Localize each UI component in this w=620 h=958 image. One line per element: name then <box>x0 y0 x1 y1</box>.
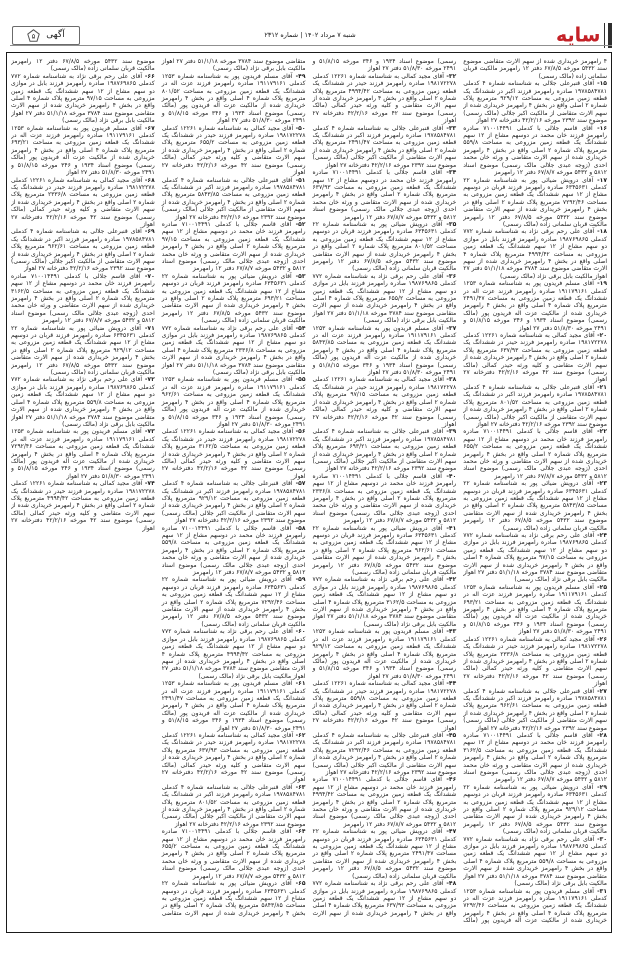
notice-entry: ۲۷- آقای قنبرعلی جلالی به شناسنامه شماره ۴ کدملی ۱۹۷۸۵۸۴۷۸۱ صادره رامهرمز فرزند اکبر در ششدانگ یک قطعه زمین مزروعی به مساحت ۹۶۲/۶۱ مترمربع پلاک شماره ۲ اصلی واقع در بخش ۴ رامهرمز خریداری شده از سهم الارث متقاضی از مالکیت اکبر جلالی (مالک رسمی) موضوع سند ۲۳۹۲ مورخه ۴۲/۲/۱۶ دفترخانه ۲۷ اهواز <box>463 687 607 732</box>
notice-entry: ۴۱- آقای درویش ضیائی پور به شناسنامه شماره ۲۲ کدملی ۶۳۴۵۶۳۱ صادره رامهرمز فرزند قربان در دوسهم مشاع از ۱۲ سهم ششدانگ یک قطعه زمین مزروعی به مساحت ۹۶۲/۶۱ مترمربع پلاک شماره ۲ اصلی واقع در بخش ۴ رامهرمز خریداری شده از سهم الارث متقاضی موضوع سند ۵۴۳۲ مورخه ۶۷/۸/۵ دفتر ۱۲ رامهرمز مالکیت قربان سلمانی زاده (مالک رسمی) <box>312 524 457 577</box>
notice-entry: ۶۱- آقای مسلم فریدون پور به شناسنامه شماره ۱۲۵۳ کدملی ۱۹۱۱۷۹۱۶۱ صادره رامهرمز فرزند عزت اله در ششدانگ یک قطعه زمین مزروعی به مساحت ۲۴۹۱/۴۷ مترمربع پلاک شماره ۴ اصلی واقع در بخش ۴ رامهرمز خریداری شده از مالکیت عزت اله فریدون پور (مالک رسمی) موضوع اسناد ۱۹۳۴ و ۳۴۶ مورخه ۵۱/۸/۱۵ و ۲۴۹۱ مورخه ۵۱/۸/۳۰ دفتر ۲۷ اهواز <box>161 680 306 732</box>
notice-entry: ۴۶- آقای قاسم جلالی با کدملی ۷۱۰۰۱۴۴۹۱ صادره رامهرمز فرزند خان محمد در دوسهم مشاع از ۱۲ سهم ششدانگ یک قطعه زمین مزروعی به مساحت ۴۹۹۴/۴۲ مترمربع پلاک شماره ۲ اصلی واقع در بخش ۴ رامهرمز خریداری شده از سهم الارث متقاضی و ورثه خان محمد احدی (زوجه عبدی جلالی مالک رسمی) موضوع اسناد ۵۸۱۲ و ۵۴۳۲ مورخه ۶۷/۸/۷ دفتر ۱۲ رامهرمز <box>312 776 457 828</box>
notice-entry: ۶۰- آقای علی رحم برقی نژاد به شناسنامه شماره ۷۷۲ کدملی ۱۹۸۷۶۹۸۶۵ صادره رامهرمز فرزند بابل در موازی دو سهم مشاع از ۱۲ سهم ششدانگ یک قطعه زمین مزروعی به مساحت ۴۹۹۴/۴۲ مترمربع پلاک شماره ۴ اصلی واقع در بخش ۴ رامهرمز خریداری شده از سهم الارث متقاضی موضوع سند ۳۷۸۴ مورخه ۵۱/۱/۱۸ دفتر ۲۷ اهواز مالکیت بابل برقی نژاد (مالک رسمی) <box>161 628 306 680</box>
newspaper-logo-text: سایه <box>556 23 601 47</box>
notice-entry: ۶۶- آقای علی رحم برقی نژاد به شناسنامه شماره ۷۷۲ کدملی ۱۹۸۷۶۹۸۶۵ صادره رامهرمز فرزند بابل در موازی دو سهم مشاع از ۱۲ سهم ششدانگ یک قطعه زمین مزروعی به مساحت ۹۷/۱۵ مترمربع پلاک شماره ۴ اصلی واقع در بخش ۴ رامهرمز خریداری شده از سهم الارث متقاضی موضوع سند ۳۷۸۴ مورخه ۵۱/۱/۱۸ دفتر ۲۷ اهواز مالکیت بابل برقی نژاد (مالک رسمی) <box>11 72 155 125</box>
notice-entry: ۵۸- آقای قاسم جلالی با کدملی ۷۱۰۰۱۴۴۹۱ صادره رامهرمز فرزند خان محمد در دوسهم مشاع از ۱۲ سهم ششدانگ یک قطعه زمین مزروعی به مساحت ۵۵۹/۸ مترمربع پلاک شماره ۲ اصلی واقع در بخش ۴ رامهرمز خریداری شده از سهم الارث متقاضی و ورثه خان محمد احدی (زوجه عبدی جلالی مالک رسمی) موضوع اسناد ۵۸۱۲ و ۵۴۳۲ مورخه ۶۷/۸/۷ دفتر ۱۲ رامهرمز <box>161 524 306 577</box>
notice-entry: ۲۳- آقای درویش ضیائی پور به شناسنامه شماره ۲۲ کدملی ۶۳۴۵۶۳۱ صادره رامهرمز فرزند قربان در دوسهم مشاع از ۱۲ سهم ششدانگ یک قطعه زمین مزروعی به مساحت ۵۸۴۳/۸۵ مترمربع پلاک شماره ۲ اصلی واقع در بخش ۴ رامهرمز خریداری شده از سهم الارث متقاضی موضوع سند ۵۴۳۲ مورخه ۶۷/۸/۵ دفتر ۱۲ رامهرمز مالکیت قربان سلمانی زاده (مالک رسمی) <box>463 480 607 532</box>
notice-entry: ۱۸- آقای علی رحم برقی نژاد به شناسنامه شماره ۷۷۲ کدملی ۱۹۸۷۶۹۸۶۵ صادره رامهرمز فرزند بابل در موازی دو سهم مشاع از ۱۲ سهم ششدانگ یک قطعه زمین مزروعی به مساحت ۴۹۹۴/۴۲ مترمربع پلاک شماره ۴ اصلی واقع در بخش ۴ رامهرمز خریداری شده از سهم الارث متقاضی موضوع سند ۳۷۸۴ مورخه ۵۱/۱/۱۸ دفتر ۲۷ اهواز مالکیت بابل برقی نژاد (مالک رسمی) <box>463 228 607 280</box>
notice-entry: ۶۵- آقای درویش ضیائی پور به شناسنامه شماره ۲۲ کدملی ۶۳۴۵۶۳۱ صادره رامهرمز فرزند قربان در دوسهم مشاع از ۱۲ سهم ششدانگ یک قطعه زمین مزروعی به مساحت ۵۸۴۳/۸۵ مترمربع پلاک شماره ۲ اصلی واقع در بخش ۴ رامهرمز خریداری شده از سهم الارث متقاضی موضوع سند ۵۴۳۲ مورخه ۶۷/۸/۵ دفتر ۱۲ رامهرمز مالکیت قربان سلمانی زاده (مالک رسمی) <box>11 58 306 917</box>
notice-entry: ۶۷- آقای مسلم فریدون پور به شناسنامه شماره ۱۲۵۳ کدملی ۱۹۱۱۷۹۱۶۱ صادره رامهرمز فرزند عزت اله در ششدانگ یک قطعه زمین مزروعی به مساحت ۶۹۳/۲۱ مترمربع پلاک شماره ۴ اصلی واقع در بخش ۴ رامهرمز خریداری شده از مالکیت عزت اله فریدون پور (مالک رسمی) موضوع اسناد ۱۹۳۴ و ۳۴۶ مورخه ۵۱/۸/۱۵ و ۲۴۹۱ مورخه ۵۱/۸/۳۰ دفتر ۲۷ اهواز <box>11 124 155 177</box>
notice-entry: ۲۹- آقای درویش ضیائی پور به شناسنامه شماره ۲۲ کدملی ۶۳۴۵۶۳۱ صادره رامهرمز فرزند قربان در دوسهم مشاع از ۱۲ سهم ششدانگ یک قطعه زمین مزروعی به مساحت ۹۲۹/۱۲ مترمربع پلاک شماره ۲ اصلی واقع در بخش ۴ رامهرمز خریداری شده از سهم الارث متقاضی موضوع سند ۵۴۳۲ مورخه ۶۷/۸/۵ دفتر ۱۲ رامهرمز مالکیت قربان سلمانی زاده (مالک رسمی) <box>463 783 607 836</box>
notice-entry: ۲۱- آقای قنبرعلی جلالی به شناسنامه شماره ۴ کدملی ۱۹۷۸۵۸۴۷۸۱ صادره رامهرمز فرزند اکبر در ششدانگ یک قطعه زمین مزروعی به مساحت ۸۰۱/۵۲ مترمربع پلاک شماره ۲ اصلی واقع در بخش ۴ رامهرمز خریداری شده از سهم الارث متقاضی از مالکیت اکبر جلالی (مالک رسمی) موضوع سند ۲۳۹۲ مورخه ۴۲/۲/۱۶ دفترخانه ۲۷ اهواز <box>463 383 607 428</box>
notice-entry: ۱۷- آقای درویش ضیائی پور به شناسنامه شماره ۲۲ کدملی ۶۳۴۵۶۳۱ صادره رامهرمز فرزند قربان در دوسهم مشاع از ۱۲ سهم ششدانگ یک قطعه زمین مزروعی به مساحت ۷۲۹۲/۴۶ مترمربع پلاک شماره ۲ اصلی واقع در بخش ۴ رامهرمز خریداری شده از سهم الارث متقاضی موضوع سند ۵۴۳۲ مورخه ۶۷/۸/۵ دفتر ۱۲ رامهرمز مالکیت قربان سلمانی زاده (مالک رسمی) <box>463 176 607 228</box>
notice-entry: ۴۷- آقای درویش ضیائی پور به شناسنامه شماره ۲۲ کدملی ۶۳۴۵۶۳۱ صادره رامهرمز فرزند قربان در دوسهم مشاع از ۱۲ سهم ششدانگ یک قطعه زمین مزروعی به مساحت ۲۴۹۱/۴۷ مترمربع پلاک شماره ۲ اصلی واقع در بخش ۴ رامهرمز خریداری شده از سهم الارث متقاضی موضوع سند ۵۴۳۲ مورخه ۶۷/۸/۵ دفتر ۱۲ رامهرمز مالکیت قربان سلمانی زاده (مالک رسمی) <box>312 828 457 880</box>
notice-entry: ۶۹- آقای قنبرعلی جلالی به شناسنامه شماره ۴ کدملی ۱۹۷۸۵۸۴۷۸۱ صادره رامهرمز فرزند اکبر در ششدانگ یک قطعه زمین مزروعی به مساحت ۹۶۲/۶۱ مترمربع پلاک شماره ۲ اصلی واقع در بخش ۴ رامهرمز خریداری شده از سهم الارث متقاضی از مالکیت اکبر جلالی (مالک رسمی) موضوع سند ۲۳۹۲ مورخه ۴۲/۲/۱۶ دفترخانه ۲۷ اهواز <box>11 228 155 273</box>
notice-entry: ۳۷- آقای مسلم فریدون پور به شناسنامه شماره ۱۲۵۳ کدملی ۱۹۱۱۷۹۱۶۱ صادره رامهرمز فرزند عزت اله در ششدانگ یک قطعه زمین مزروعی به مساحت ۵۸۴۳/۸۵ مترمربع پلاک شماره ۴ اصلی واقع در بخش ۴ رامهرمز خریداری شده از مالکیت عزت اله فریدون پور (مالک رسمی) موضوع اسناد ۱۹۳۴ و ۳۴۶ مورخه ۵۱/۸/۱۵ و ۲۴۹۱ مورخه ۵۱/۸/۳۰ دفتر ۲۷ اهواز <box>312 324 457 377</box>
notice-entry: ۳۶- آقای علی رحم برقی نژاد به شناسنامه شماره ۷۷۲ کدملی ۱۹۸۷۶۹۸۶۵ صادره رامهرمز فرزند بابل در موازی دو سهم مشاع از ۱۲ سهم ششدانگ یک قطعه زمین مزروعی به مساحت ۶۵۵/۲ مترمربع پلاک شماره ۴ اصلی واقع در بخش ۴ رامهرمز خریداری شده از سهم الارث متقاضی موضوع سند ۳۷۸۴ مورخه ۵۱/۱/۱۸ دفتر ۲۷ اهواز مالکیت بابل برقی نژاد (مالک رسمی) <box>312 272 457 325</box>
notice-entry: ۳۴- آقای قاسم جلالی با کدملی ۷۱۰۰۱۴۴۹۱ صادره رامهرمز فرزند خان محمد در دوسهم مشاع از ۱۲ سهم ششدانگ یک قطعه زمین مزروعی به مساحت ۶۳۷/۹۳ مترمربع پلاک شماره ۲ اصلی واقع در بخش ۴ رامهرمز خریداری شده از سهم الارث متقاضی و ورثه خان محمد احدی (زوجه عبدی جلالی مالک رسمی) موضوع اسناد ۵۸۱۲ و ۵۴۳۲ مورخه ۶۷/۸/۷ دفتر ۱۲ رامهرمز <box>312 169 457 221</box>
notice-entry: ۵۷- آقای قنبرعلی جلالی به شناسنامه شماره ۴ کدملی ۱۹۷۸۵۸۴۷۸۱ صادره رامهرمز فرزند اکبر در ششدانگ یک قطعه زمین مزروعی به مساحت ۹۲۹/۱۲ مترمربع پلاک شماره ۲ اصلی واقع در بخش ۴ رامهرمز خریداری شده از سهم الارث متقاضی از مالکیت اکبر جلالی (مالک رسمی) موضوع سند ۲۳۹۲ مورخه ۴۲/۲/۱۶ دفترخانه ۲۷ اهواز <box>161 480 306 525</box>
notice-entry: ۷۲- آقای علی رحم برقی نژاد به شناسنامه شماره ۷۷۲ کدملی ۱۹۸۷۶۹۸۶۵ صادره رامهرمز فرزند بابل در موازی دو سهم مشاع از ۱۲ سهم ششدانگ یک قطعه زمین مزروعی به مساحت ۵۵۹/۸ مترمربع پلاک شماره ۴ اصلی واقع در بخش ۴ رامهرمز خریداری شده از سهم الارث متقاضی موضوع سند ۳۷۸۴ مورخه ۵۱/۱/۱۸ دفتر ۲۷ اهواز مالکیت بابل برقی نژاد (مالک رسمی) <box>11 376 155 428</box>
masthead-divider <box>10 45 612 46</box>
notice-entry: ۵۳- آقای درویش ضیائی پور به شناسنامه شماره ۲۲ کدملی ۶۳۴۵۶۳۱ صادره رامهرمز فرزند قربان در دوسهم مشاع از ۱۲ سهم ششدانگ یک قطعه زمین مزروعی به مساحت ۶۹۳/۲۱ مترمربع پلاک شماره ۲ اصلی واقع در بخش ۴ رامهرمز خریداری شده از سهم الارث متقاضی موضوع سند ۵۴۳۲ مورخه ۶۷/۸/۵ دفتر ۱۲ رامهرمز مالکیت قربان سلمانی زاده (مالک رسمی) <box>161 272 306 325</box>
notice-entry: ۳۸- آقای مجید کمالی به شناسنامه شماره ۱۲۲۶۱ کدملی ۱۹۸۱۷۲۲۷۸ صادره رامهرمز فرزند حیدر در ششدانگ یک قطعه زمین مزروعی به مساحت ۹۷/۱۵ مترمربع پلاک شماره ۲ اصلی واقع در بخش ۴ رامهرمز خریداری شده از سهم الارث متقاضی و کلیه ورثه حیدر کمالی (مالک رسمی) موضوع سند ۴۲ مورخه ۴۲/۲/۱۶ دفترخانه ۲۷ اهواز <box>312 376 457 428</box>
notice-entry: ۷۳- آقای مسلم فریدون پور به شناسنامه شماره ۱۲۵۳ کدملی ۱۹۱۱۷۹۱۶۱ صادره رامهرمز فرزند عزت اله در ششدانگ یک قطعه زمین مزروعی به مساحت ۷۲۹۲/۴۶ مترمربع پلاک شماره ۴ اصلی واقع در بخش ۴ رامهرمز خریداری شده از مالکیت عزت اله فریدون پور (مالک رسمی) موضوع اسناد ۱۹۳۴ و ۳۴۶ مورخه ۵۱/۸/۱۵ و ۲۴۹۱ مورخه ۵۱/۸/۳۰ دفتر ۲۷ اهواز <box>11 428 155 480</box>
notice-entry: ۱۹- آقای مسلم فریدون پور به شناسنامه شماره ۱۲۵۳ کدملی ۱۹۱۱۷۹۱۶۱ صادره رامهرمز فرزند عزت اله در ششدانگ یک قطعه زمین مزروعی به مساحت ۲۴۹۱/۴۷ مترمربع پلاک شماره ۴ اصلی واقع در بخش ۴ رامهرمز خریداری شده از مالکیت عزت اله فریدون پور (مالک رسمی) موضوع اسناد ۱۹۳۴ و ۳۴۶ مورخه ۵۱/۸/۱۵ و ۲۴۹۱ مورخه ۵۱/۸/۳۰ دفتر ۲۷ اهواز <box>463 280 607 332</box>
notice-entry: ۶۸- آقای مجید کمالی به شناسنامه شماره ۱۲۲۶۱ کدملی ۱۹۸۱۷۲۲۷۸ صادره رامهرمز فرزند حیدر در ششدانگ یک قطعه زمین مزروعی به مساحت ۲۳۳۶/۸ مترمربع پلاک شماره ۲ اصلی واقع در بخش ۴ رامهرمز خریداری شده از سهم الارث متقاضی و کلیه ورثه حیدر کمالی (مالک رسمی) موضوع سند ۴۲ مورخه ۴۲/۲/۱۶ دفترخانه ۲۷ اهواز <box>11 176 155 228</box>
notice-entry: ۷۰- آقای قاسم جلالی با کدملی ۷۱۰۰۱۴۴۹۱ صادره رامهرمز فرزند خان محمد در دوسهم مشاع از ۱۲ سهم ششدانگ یک قطعه زمین مزروعی به مساحت ۳۱۶۲/۵ مترمربع پلاک شماره ۲ اصلی واقع در بخش ۴ رامهرمز خریداری شده از سهم الارث متقاضی و ورثه خان محمد احدی (زوجه عبدی جلالی مالک رسمی) موضوع اسناد ۵۸۱۲ و ۵۴۳۲ مورخه ۶۷/۸/۷ دفتر ۱۲ رامهرمز <box>11 272 155 325</box>
notice-entry: ۴۸- آقای علی رحم برقی نژاد به شناسنامه شماره ۷۷۲ کدملی ۱۹۸۷۶۹۸۶۵ صادره رامهرمز فرزند بابل در موازی دو سهم مشاع از ۱۲ سهم ششدانگ یک قطعه زمین مزروعی به مساحت ۶۳۷/۹۳ مترمربع پلاک شماره ۴ اصلی واقع در بخش ۴ رامهرمز خریداری شده از سهم الارث متقاضی موضوع سند ۳۷۸۴ مورخه ۵۱/۱/۱۸ دفتر ۲۷ اهواز مالکیت بابل برقی نژاد (مالک رسمی) <box>161 58 457 917</box>
notice-entry: ۳۵- آقای درویش ضیائی پور به شناسنامه شماره ۲۲ کدملی ۶۳۴۵۶۳۱ صادره رامهرمز فرزند قربان در دوسهم مشاع از ۱۲ سهم ششدانگ یک قطعه زمین مزروعی به مساحت ۸۰۱/۵۲ مترمربع پلاک شماره ۲ اصلی واقع در بخش ۴ رامهرمز خریداری شده از سهم الارث متقاضی موضوع سند ۵۴۳۲ مورخه ۶۷/۸/۵ دفتر ۱۲ رامهرمز مالکیت قربان سلمانی زاده (مالک رسمی) <box>312 220 457 273</box>
notice-entry: ۲۶- آقای مجید کمالی به شناسنامه شماره ۱۲۲۶۱ کدملی ۱۹۸۱۷۲۲۷۸ صادره رامهرمز فرزند حیدر در ششدانگ یک قطعه زمین مزروعی به مساحت ۲۳۳۶/۸ مترمربع پلاک شماره ۲ اصلی واقع در بخش ۴ رامهرمز خریداری شده از سهم الارث متقاضی و کلیه ورثه حیدر کمالی (مالک رسمی) موضوع سند ۴۲ مورخه ۴۲/۲/۱۶ دفترخانه ۲۷ اهواز <box>463 635 607 688</box>
notice-entry: ۳۰- آقای علی رحم برقی نژاد به شناسنامه شماره ۷۷۲ کدملی ۱۹۸۷۶۹۸۶۵ صادره رامهرمز فرزند بابل در موازی دو سهم مشاع از ۱۲ سهم ششدانگ یک قطعه زمین مزروعی به مساحت ۵۵۹/۸ مترمربع پلاک شماره ۴ اصلی واقع در بخش ۴ رامهرمز خریداری شده از سهم الارث متقاضی موضوع سند ۳۷۸۴ مورخه ۵۱/۱/۱۸ دفتر ۲۷ اهواز مالکیت بابل برقی نژاد (مالک رسمی) <box>463 835 607 888</box>
notice-entry: ۷۱- آقای درویش ضیائی پور به شناسنامه شماره ۲۲ کدملی ۶۳۴۵۶۳۱ صادره رامهرمز فرزند قربان در دوسهم مشاع از ۱۲ سهم ششدانگ یک قطعه زمین مزروعی به مساحت ۹۲۹/۱۲ مترمربع پلاک شماره ۲ اصلی واقع در بخش ۴ رامهرمز خریداری شده از سهم الارث متقاضی موضوع سند ۵۴۳۲ مورخه ۶۷/۸/۵ دفتر ۱۲ رامهرمز مالکیت قربان سلمانی زاده (مالک رسمی) <box>11 324 155 377</box>
page-number-pentagon-icon <box>27 29 40 42</box>
notice-entry: ۲۵- آقای مسلم فریدون پور به شناسنامه شماره ۱۲۵۳ کدملی ۱۹۱۱۷۹۱۶۱ صادره رامهرمز فرزند عزت اله در ششدانگ یک قطعه زمین مزروعی به مساحت ۶۹۳/۲۱ مترمربع پلاک شماره ۴ اصلی واقع در بخش ۴ رامهرمز خریداری شده از مالکیت عزت اله فریدون پور (مالک رسمی) موضوع اسناد ۱۹۳۴ و ۳۴۶ مورخه ۵۱/۸/۱۵ و ۲۴۹۱ مورخه ۵۱/۸/۳۰ دفتر ۲۷ اهواز <box>463 583 607 636</box>
notice-entry: ۶۳- آقای قنبرعلی جلالی به شناسنامه شماره ۴ کدملی ۱۹۷۸۵۸۴۷۸۱ صادره رامهرمز فرزند اکبر در ششدانگ یک قطعه زمین مزروعی به مساحت ۸۰۱/۵۲ مترمربع پلاک شماره ۲ اصلی واقع در بخش ۴ رامهرمز خریداری شده از سهم الارث متقاضی از مالکیت اکبر جلالی (مالک رسمی) موضوع سند ۲۳۹۲ مورخه ۴۲/۲/۱۶ دفترخانه ۲۷ اهواز <box>161 783 306 828</box>
notice-entry: ۶۲- آقای مجید کمالی به شناسنامه شماره ۱۲۲۶۱ کدملی ۱۹۸۱۷۲۲۷۸ صادره رامهرمز فرزند حیدر در ششدانگ یک قطعه زمین مزروعی به مساحت ۶۳۷/۹۳ مترمربع پلاک شماره ۲ اصلی واقع در بخش ۴ رامهرمز خریداری شده از سهم الارث متقاضی و کلیه ورثه حیدر کمالی (مالک رسمی) موضوع سند ۴۲ مورخه ۴۲/۲/۱۶ دفترخانه ۲۷ اهواز <box>161 731 306 784</box>
notice-entry: ۲۴- آقای علی رحم برقی نژاد به شناسنامه شماره ۷۷۲ کدملی ۱۹۸۷۶۹۸۶۵ صادره رامهرمز فرزند بابل در موازی دو سهم مشاع از ۱۲ سهم ششدانگ یک قطعه زمین مزروعی به مساحت ۹۷/۱۵ مترمربع پلاک شماره ۴ اصلی واقع در بخش ۴ رامهرمز خریداری شده از سهم الارث متقاضی موضوع سند ۳۷۸۴ مورخه ۵۱/۱/۱۸ دفتر ۲۷ اهواز مالکیت بابل برقی نژاد (مالک رسمی) <box>463 532 607 584</box>
notice-entry: ۵۶- آقای مجید کمالی به شناسنامه شماره ۱۲۲۶۱ کدملی ۱۹۸۱۷۲۲۷۸ صادره رامهرمز فرزند حیدر در ششدانگ یک قطعه زمین مزروعی به مساحت ۳۱۶۲/۵ مترمربع پلاک شماره ۲ اصلی واقع در بخش ۴ رامهرمز خریداری شده از سهم الارث متقاضی و کلیه ورثه حیدر کمالی (مالک رسمی) موضوع سند ۴۲ مورخه ۴۲/۲/۱۶ دفترخانه ۲۷ اهواز <box>161 428 306 480</box>
notices-text <box>11 58 607 927</box>
notice-entry: ۲۲- آقای قاسم جلالی با کدملی ۷۱۰۰۱۴۴۹۱ صادره رامهرمز فرزند خان محمد در دوسهم مشاع از ۱۲ سهم ششدانگ یک قطعه زمین مزروعی به مساحت ۶۵۵/۲ مترمربع پلاک شماره ۲ اصلی واقع در بخش ۴ رامهرمز خریداری شده از سهم الارث متقاضی و ورثه خان محمد احدی (زوجه عبدی جلالی مالک رسمی) موضوع اسناد ۵۸۱۲ و ۵۴۳۲ مورخه ۶۷/۸/۷ دفتر ۱۲ رامهرمز <box>463 428 607 480</box>
notice-entry: ۲۸- آقای قاسم جلالی با کدملی ۷۱۰۰۱۴۴۹۱ صادره رامهرمز فرزند خان محمد در دوسهم مشاع از ۱۲ سهم ششدانگ یک قطعه زمین مزروعی به مساحت ۳۱۶۲/۵ مترمربع پلاک شماره ۲ اصلی واقع در بخش ۴ رامهرمز خریداری شده از سهم الارث متقاضی و ورثه خان محمد احدی (زوجه عبدی جلالی مالک رسمی) موضوع اسناد ۵۸۱۲ و ۵۴۳۲ مورخه ۶۷/۸/۷ دفتر ۱۲ رامهرمز <box>463 731 607 784</box>
notice-entry: ۳۳- آقای قنبرعلی جلالی به شناسنامه شماره ۴ کدملی ۱۹۷۸۵۸۴۷۸۱ صادره رامهرمز فرزند اکبر در ششدانگ یک قطعه زمین مزروعی به مساحت ۲۴۹۱/۴۷ مترمربع پلاک شماره ۲ اصلی واقع در بخش ۴ رامهرمز خریداری شده از سهم الارث متقاضی از مالکیت اکبر جلالی (مالک رسمی) موضوع سند ۲۳۹۲ مورخه ۴۲/۲/۱۶ دفترخانه ۲۷ اهواز <box>312 124 457 169</box>
section-label: آگهی <box>46 30 65 40</box>
notice-entry: ۵۲- آقای قاسم جلالی با کدملی ۷۱۰۰۱۴۴۹۱ صادره رامهرمز فرزند خان محمد در دوسهم مشاع از ۱۲ سهم ششدانگ یک قطعه زمین مزروعی به مساحت ۹۷/۱۵ مترمربع پلاک شماره ۲ اصلی واقع در بخش ۴ رامهرمز خریداری شده از سهم الارث متقاضی و ورثه خان محمد احدی (زوجه عبدی جلالی مالک رسمی) موضوع اسناد ۵۸۱۲ و ۵۴۳۲ مورخه ۶۷/۸/۷ دفتر ۱۲ رامهرمز <box>161 220 306 273</box>
notices-box <box>6 52 612 933</box>
notice-entry: ۴ رامهرمز خریداری شده از سهم الارث متقاضی موضوع سند ۵۴۳۲ مورخه ۶۷/۸/۵ دفتر ۱۲ رامهرمز مالکیت قربان سلمانی زاده (مالک رسمی) <box>463 58 607 80</box>
notice-entry: ۵۱- آقای قنبرعلی جلالی به شناسنامه شماره ۴ کدملی ۱۹۷۸۵۸۴۷۸۱ صادره رامهرمز فرزند اکبر در ششدانگ یک قطعه زمین مزروعی به مساحت ۵۸۴۳/۸۵ مترمربع پلاک شماره ۲ اصلی واقع در بخش ۴ رامهرمز خریداری شده از سهم الارث متقاضی از مالکیت اکبر جلالی (مالک رسمی) موضوع سند ۲۳۹۲ مورخه ۴۲/۲/۱۶ دفترخانه ۲۷ اهواز <box>161 176 306 221</box>
notice-entry: ۴۴- آقای مجید کمالی به شناسنامه شماره ۱۲۲۶۱ کدملی ۱۹۸۱۷۲۲۷۸ صادره رامهرمز فرزند حیدر در ششدانگ یک قطعه زمین مزروعی به مساحت ۵۵۹/۸ مترمربع پلاک شماره ۲ اصلی واقع در بخش ۴ رامهرمز خریداری شده از سهم الارث متقاضی و کلیه ورثه حیدر کمالی (مالک رسمی) موضوع سند ۴۲ مورخه ۴۲/۲/۱۶ دفترخانه ۲۷ اهواز <box>312 680 457 732</box>
notice-entry: ۴۰- آقای قاسم جلالی با کدملی ۷۱۰۰۱۴۴۹۱ صادره رامهرمز فرزند خان محمد در دوسهم مشاع از ۱۲ سهم ششدانگ یک قطعه زمین مزروعی به مساحت ۲۳۳۶/۸ مترمربع پلاک شماره ۲ اصلی واقع در بخش ۴ رامهرمز خریداری شده از سهم الارث متقاضی و ورثه خان محمد احدی (زوجه عبدی جلالی مالک رسمی) موضوع اسناد ۵۸۱۲ و ۵۴۳۲ مورخه ۶۷/۸/۷ دفتر ۱۲ رامهرمز <box>312 472 457 525</box>
masthead <box>0 0 620 52</box>
notice-entry: ۴۵- آقای قنبرعلی جلالی به شناسنامه شماره ۴ کدملی ۱۹۷۸۵۸۴۷۸۱ صادره رامهرمز فرزند اکبر در ششدانگ یک قطعه زمین مزروعی به مساحت ۷۲۹۲/۴۶ مترمربع پلاک شماره ۲ اصلی واقع در بخش ۴ رامهرمز خریداری شده از سهم الارث متقاضی از مالکیت اکبر جلالی (مالک رسمی) موضوع سند ۲۳۹۲ مورخه ۴۲/۲/۱۶ دفترخانه ۲۷ اهواز <box>312 731 457 776</box>
notice-entry: ۲۰- آقای مجید کمالی به شناسنامه شماره ۱۲۲۶۱ کدملی ۱۹۸۱۷۲۲۷۸ صادره رامهرمز فرزند حیدر در ششدانگ یک قطعه زمین مزروعی به مساحت ۶۳۷/۹۳ مترمربع پلاک شماره ۲ اصلی واقع در بخش ۴ رامهرمز خریداری شده از سهم الارث متقاضی و کلیه ورثه حیدر کمالی (مالک رسمی) موضوع سند ۴۲ مورخه ۴۲/۲/۱۶ دفترخانه ۲۷ اهواز <box>463 332 607 384</box>
notice-entry: ۴۳- آقای مسلم فریدون پور به شناسنامه شماره ۱۲۵۳ کدملی ۱۹۱۱۷۹۱۶۱ صادره رامهرمز فرزند عزت اله در ششدانگ یک قطعه زمین مزروعی به مساحت ۹۲۹/۱۲ مترمربع پلاک شماره ۴ اصلی واقع در بخش ۴ رامهرمز خریداری شده از مالکیت عزت اله فریدون پور (مالک رسمی) موضوع اسناد ۱۹۳۴ و ۳۴۶ مورخه ۵۱/۸/۱۵ و ۲۴۹۱ مورخه ۵۱/۸/۳۰ دفتر ۲۷ اهواز <box>312 628 457 680</box>
section-tag <box>12 26 80 45</box>
notice-entry: ۵۴- آقای علی رحم برقی نژاد به شناسنامه شماره ۷۷۲ کدملی ۱۹۸۷۶۹۸۶۵ صادره رامهرمز فرزند بابل در موازی دو سهم مشاع از ۱۲ سهم ششدانگ یک قطعه زمین مزروعی به مساحت ۲۳۳۶/۸ مترمربع پلاک شماره ۴ اصلی واقع در بخش ۴ رامهرمز خریداری شده از سهم الارث متقاضی موضوع سند ۳۷۸۴ مورخه ۵۱/۱/۱۸ دفتر ۲۷ اهواز مالکیت بابل برقی نژاد (مالک رسمی) <box>161 324 306 377</box>
notice-entry: ۳۲- آقای مجید کمالی به شناسنامه شماره ۱۲۲۶۱ کدملی ۱۹۸۱۷۲۲۷۸ صادره رامهرمز فرزند حیدر در ششدانگ یک قطعه زمین مزروعی به مساحت ۴۹۹۴/۴۲ مترمربع پلاک شماره ۲ اصلی واقع در بخش ۴ رامهرمز خریداری شده از سهم الارث متقاضی و کلیه ورثه حیدر کمالی (مالک رسمی) موضوع سند ۴۲ مورخه ۴۲/۲/۱۶ دفترخانه ۲۷ اهواز <box>312 72 457 125</box>
notice-entry: ۵۵- آقای مسلم فریدون پور به شناسنامه شماره ۱۲۵۳ کدملی ۱۹۱۱۷۹۱۶۱ صادره رامهرمز فرزند عزت اله در ششدانگ یک قطعه زمین مزروعی به مساحت ۹۶۲/۶۱ مترمربع پلاک شماره ۴ اصلی واقع در بخش ۴ رامهرمز خریداری شده از مالکیت عزت اله فریدون پور (مالک رسمی) موضوع اسناد ۱۹۳۴ و ۳۴۶ مورخه ۵۱/۸/۱۵ و ۲۴۹۱ مورخه ۵۱/۸/۳۰ دفتر ۲۷ اهواز <box>161 376 306 428</box>
notice-entry: ۵۰- آقای مجید کمالی به شناسنامه شماره ۱۲۲۶۱ کدملی ۱۹۸۱۷۲۲۷۸ صادره رامهرمز فرزند حیدر در ششدانگ یک قطعه زمین مزروعی به مساحت ۶۵۵/۲ مترمربع پلاک شماره ۲ اصلی واقع در بخش ۴ رامهرمز خریداری شده از سهم الارث متقاضی و کلیه ورثه حیدر کمالی (مالک رسمی) موضوع سند ۴۲ مورخه ۴۲/۲/۱۶ دفترخانه ۲۷ اهواز <box>161 124 306 177</box>
notice-entry: ۱۶- آقای قاسم جلالی با کدملی ۷۱۰۰۱۴۴۹۱ صادره رامهرمز فرزند خان محمد در دوسهم مشاع از ۱۲ سهم ششدانگ یک قطعه زمین مزروعی به مساحت ۵۵۹/۸ مترمربع پلاک شماره ۲ اصلی واقع در بخش ۴ رامهرمز خریداری شده از سهم الارث متقاضی و ورثه خان محمد احدی (زوجه عبدی جلالی مالک رسمی) موضوع اسناد ۵۸۱۲ و ۵۴۳۲ مورخه ۶۷/۸/۷ دفتر ۱۲ رامهرمز <box>463 124 607 177</box>
notice-entry: ۶۴- آقای قاسم جلالی با کدملی ۷۱۰۰۱۴۴۹۱ صادره رامهرمز فرزند خان محمد در دوسهم مشاع از ۱۲ سهم ششدانگ یک قطعه زمین مزروعی به مساحت ۶۵۵/۲ مترمربع پلاک شماره ۲ اصلی واقع در بخش ۴ رامهرمز خریداری شده از سهم الارث متقاضی و ورثه خان محمد احدی (زوجه عبدی جلالی مالک رسمی) موضوع اسناد ۵۸۱۲ و ۵۴۳۲ مورخه ۶۷/۸/۷ دفتر ۱۲ رامهرمز <box>161 828 306 880</box>
notice-entry: ۳۱- آقای مسلم فریدون پور به شناسنامه شماره ۱۲۵۳ کدملی ۱۹۱۱۷۹۱۶۱ صادره رامهرمز فرزند عزت اله در ششدانگ یک قطعه زمین مزروعی به مساحت ۷۲۹۲/۴۶ مترمربع پلاک شماره ۴ اصلی واقع در بخش ۴ رامهرمز خریداری شده از مالکیت عزت اله فریدون پور (مالک رسمی) موضوع اسناد ۱۹۳۴ و ۳۴۶ مورخه ۵۱/۸/۱۵ و ۲۴۹۱ مورخه ۵۱/۸/۳۰ دفتر ۲۷ اهواز <box>312 58 607 925</box>
notice-entry: ۳۹- آقای قنبرعلی جلالی به شناسنامه شماره ۴ کدملی ۱۹۷۸۵۸۴۷۸۱ صادره رامهرمز فرزند اکبر در ششدانگ یک قطعه زمین مزروعی به مساحت ۶۹۳/۲۱ مترمربع پلاک شماره ۲ اصلی واقع در بخش ۴ رامهرمز خریداری شده از سهم الارث متقاضی از مالکیت اکبر جلالی (مالک رسمی) موضوع سند ۲۳۹۲ مورخه ۴۲/۲/۱۶ دفترخانه ۲۷ اهواز <box>312 428 457 473</box>
date-issue-line: شنبه ۷ مرداد ۱۴۰۲ | شماره ۲۳۱۲ <box>264 31 356 39</box>
notice-entry: ۷۴- آقای مجید کمالی به شناسنامه شماره ۱۲۲۶۱ کدملی ۱۹۸۱۷۲۲۷۸ صادره رامهرمز فرزند حیدر در ششدانگ یک قطعه زمین مزروعی به مساحت ۴۹۹۴/۴۲ مترمربع پلاک شماره ۲ اصلی واقع در بخش ۴ رامهرمز خریداری شده از سهم الارث متقاضی و کلیه ورثه حیدر کمالی (مالک رسمی) موضوع سند ۴۲ مورخه ۴۲/۲/۱۶ دفترخانه ۲۷ اهواز <box>11 480 155 532</box>
notice-entry: ۴۹- آقای مسلم فریدون پور به شناسنامه شماره ۱۲۵۳ کدملی ۱۹۱۱۷۹۱۶۱ صادره رامهرمز فرزند عزت اله در ششدانگ یک قطعه زمین مزروعی به مساحت ۸۰۱/۵۲ مترمربع پلاک شماره ۴ اصلی واقع در بخش ۴ رامهرمز خریداری شده از مالکیت عزت اله فریدون پور (مالک رسمی) موضوع اسناد ۱۹۳۴ و ۳۴۶ مورخه ۵۱/۸/۱۵ و ۲۴۹۱ مورخه ۵۱/۸/۳۰ دفتر ۲۷ اهواز <box>161 72 306 125</box>
notice-entry: ۱۵- آقای قنبرعلی جلالی به شناسنامه شماره ۴ کدملی ۱۹۷۸۵۸۴۷۸۱ صادره رامهرمز فرزند اکبر در ششدانگ یک قطعه زمین مزروعی به مساحت ۹۲۹/۱۲ مترمربع پلاک شماره ۲ اصلی واقع در بخش ۴ رامهرمز خریداری شده از سهم الارث متقاضی از مالکیت اکبر جلالی (مالک رسمی) موضوع سند ۲۳۹۲ مورخه ۴۲/۲/۱۶ دفترخانه ۲۷ اهواز <box>463 80 607 125</box>
notice-entry: ۴۲- آقای علی رحم برقی نژاد به شناسنامه شماره ۷۷۲ کدملی ۱۹۸۷۶۹۸۶۵ صادره رامهرمز فرزند بابل در موازی دو سهم مشاع از ۱۲ سهم ششدانگ یک قطعه زمین مزروعی به مساحت ۳۱۶۲/۵ مترمربع پلاک شماره ۴ اصلی واقع در بخش ۴ رامهرمز خریداری شده از سهم الارث متقاضی موضوع سند ۳۷۸۴ مورخه ۵۱/۱/۱۸ دفتر ۲۷ اهواز مالکیت بابل برقی نژاد (مالک رسمی) <box>312 576 457 628</box>
page-number: ۵ <box>31 32 36 41</box>
notice-entry: ۵۹- آقای درویش ضیائی پور به شناسنامه شماره ۲۲ کدملی ۶۳۴۵۶۳۱ صادره رامهرمز فرزند قربان در دوسهم مشاع از ۱۲ سهم ششدانگ یک قطعه زمین مزروعی به مساحت ۷۲۹۲/۴۶ مترمربع پلاک شماره ۲ اصلی واقع در بخش ۴ رامهرمز خریداری شده از سهم الارث متقاضی موضوع سند ۵۴۳۲ مورخه ۶۷/۸/۵ دفتر ۱۲ رامهرمز مالکیت قربان سلمانی زاده (مالک رسمی) <box>161 576 306 628</box>
